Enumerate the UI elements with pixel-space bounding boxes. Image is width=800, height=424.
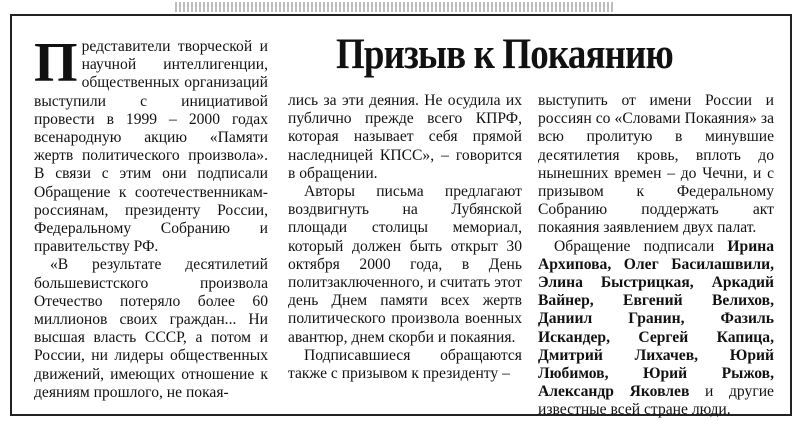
paragraph: Авторы письма предлагают воздвигнуть на Лубянской площади столицы мемориал, который должен быть открыт 30 октября 2000 года, в День политзаключенного, и считать этот день Днем памяти всех жертв политического произвола военных авантюр, днем скорби и покаяния. — [288, 183, 522, 346]
paragraph: лись за эти деяния. Не осудила их публично прежде всего КПРФ, которая называет себя прямой наследницей КПСС», – говорится в обращении. — [288, 92, 522, 182]
signatories-intro: Обращение подписали — [554, 237, 715, 255]
paragraph: Подписавшиеся обращаются также с призывом к президенту – — [288, 346, 522, 383]
paragraph — [538, 238, 774, 420]
article-title: Призыв к Покаянию — [336, 31, 673, 78]
paragraph: выступить от имени России и россиян со «Словами Покаяния» за всю пролитую в минувшие десятилетия кровь, вплоть до нынешних времен – до Чечни, и с призывом к Федеральному Собранию поддержать акт покаяния заявлением двух палат. — [538, 92, 774, 237]
scan-artifact — [175, 2, 615, 12]
signatories-list: Ирина Архипова, Олег Басилашвили, Элина Быстрицкая, Аркадий Вайнер, Евгений Велихов, Даниил Гранин, Фазиль Искандер, Сергей Капица, Дмитрий Лихачев, Юрий Любимов, Юрий Рыжов, Александр Яковлев — [538, 237, 774, 401]
signatories-outro: и другие известные всей стране люди. — [538, 383, 774, 419]
paragraph-text: редставители творческой и научной интеллигенции, общественных организаций выступили с инициативой провести в 1999 – 2000 годах всенародную акцию «Памяти жертв политического произвола». В связи с этим они подписали Обращение к соотечественникам-россиянам, президенту России, Федеральному Собранию и правительству РФ. — [34, 38, 268, 256]
column-3 — [538, 92, 774, 420]
paragraph: «В результате десятилетий большевистского произвола Отечество потеряло более 60 миллионов своих граждан... Ни высшая власть СССР, а потом и России, ни лидеры общественных движений, имеющих отношение к деяниям прошлого, не покая- — [34, 256, 268, 401]
column-1 — [34, 32, 268, 402]
column-2 — [288, 92, 522, 383]
paragraph — [34, 32, 268, 256]
drop-cap: П — [34, 32, 78, 94]
